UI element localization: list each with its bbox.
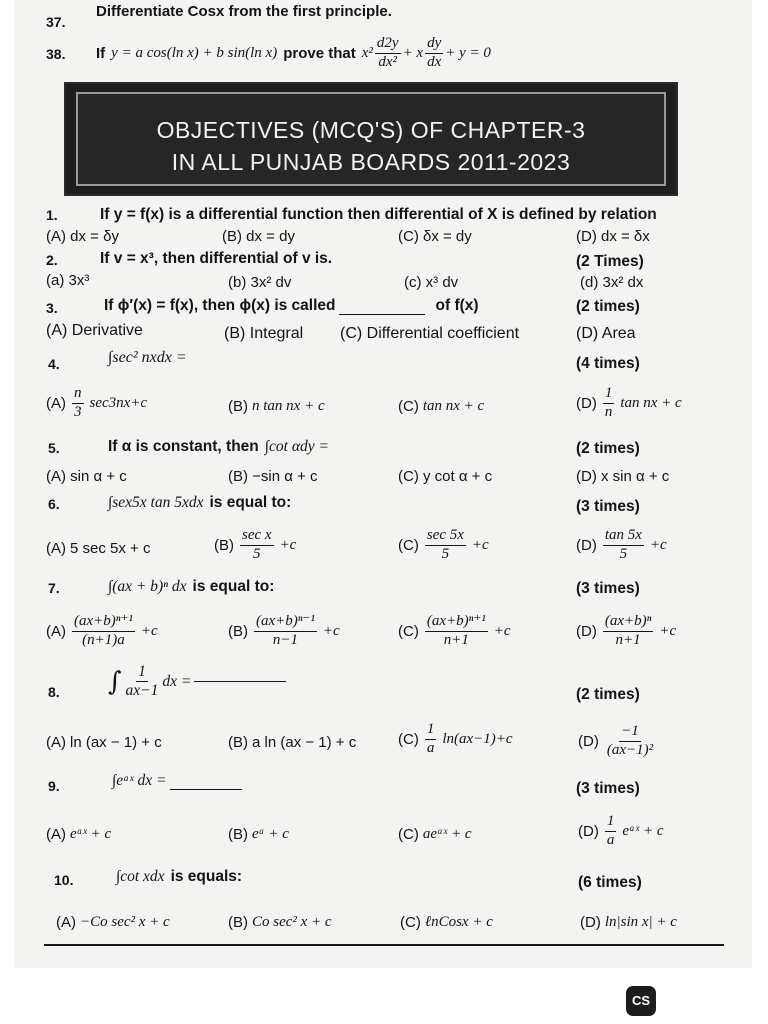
option-text: ln (ax − 1) + c: [70, 734, 162, 751]
option-label: (A): [46, 826, 66, 843]
camscanner-logo: CS: [626, 986, 656, 1016]
fraction: [425, 614, 488, 649]
option-rest: sec3nx+c: [89, 394, 148, 411]
option-label: (D): [576, 394, 597, 412]
option-text: aeᵃˣ + c: [422, 826, 472, 842]
option-a: (A) sin α + c: [46, 468, 127, 485]
option-a: (A) Derivative: [46, 322, 143, 339]
denominator: (n+1)a: [82, 631, 125, 648]
denominator: n+1: [615, 631, 641, 648]
option-b: (B) dx = dy: [222, 228, 295, 245]
option-text: eᵃ + c: [252, 826, 289, 842]
prove-text: prove that: [283, 44, 356, 62]
option-rest: +c: [279, 536, 297, 553]
option-label: (C): [398, 622, 419, 640]
fraction: [254, 614, 317, 649]
question-number: 5.: [48, 440, 60, 456]
denominator: (ax−1)²: [606, 741, 654, 758]
option-rest: tan nx + c: [620, 394, 682, 411]
numerator: (ax+b)ⁿ: [603, 614, 654, 632]
times-badge: (2 times): [576, 686, 640, 703]
banner-line-2: IN ALL PUNJAB BOARDS 2011-2023: [171, 149, 571, 175]
fraction: [603, 614, 654, 649]
fill-blank: [170, 789, 242, 790]
plus-x: + x: [402, 44, 424, 61]
option-b: (b) 3x² dv: [228, 274, 292, 291]
option-label: (A): [46, 734, 66, 751]
fraction: [425, 528, 466, 563]
option-a: (A) dx = δy: [46, 228, 119, 245]
option-b: [228, 734, 356, 751]
option-label: (C): [398, 536, 419, 554]
option-label: (B): [228, 914, 248, 931]
question-integral: ∫cot αdy =: [264, 438, 329, 455]
numerator: 1: [425, 722, 437, 740]
banner-frame: [76, 92, 666, 186]
question-integral: ∫sex5x tan 5xdx: [108, 494, 204, 511]
question-part: is equal to:: [192, 578, 275, 595]
times-badge: (4 times): [576, 355, 640, 372]
question-text: [108, 438, 329, 456]
denominator: a: [426, 739, 435, 756]
option-rest: +c: [471, 536, 489, 553]
question-text: If y = f(x) is a differential function then differential of X is defined by relation: [100, 206, 657, 223]
fraction: [124, 664, 161, 700]
fraction: [240, 528, 274, 563]
option-rest: +c: [140, 622, 158, 639]
times-badge: (3 times): [576, 498, 640, 515]
question-integral: [108, 664, 289, 700]
numerator: tan 5x: [603, 528, 644, 546]
numerator: 1: [136, 664, 148, 682]
option-rest: +c: [322, 622, 340, 639]
equation: y = a cos(ln x) + b sin(ln x): [111, 44, 278, 61]
option-label: (A): [56, 914, 76, 931]
first-derivative: [425, 36, 443, 71]
banner-title: [78, 114, 664, 178]
option-label: (B): [228, 398, 248, 415]
option-text: n tan nx + c: [252, 398, 325, 414]
option-text: ℓnCosx + c: [424, 914, 493, 930]
option-rest: +c: [493, 622, 511, 639]
option-c: [398, 398, 484, 415]
option-c: (c) x³ dv: [404, 274, 459, 291]
option-b: [228, 614, 340, 649]
option-text: eᵃˣ + c: [70, 826, 112, 842]
option-rest: +c: [649, 536, 667, 553]
option-text: tan nx + c: [422, 398, 485, 414]
denominator: ax−1: [125, 682, 159, 700]
fraction: [605, 724, 655, 759]
option-text: a ln (ax − 1) + c: [252, 734, 357, 751]
question-integral: [112, 772, 245, 790]
option-a: (a) 3x³: [46, 272, 90, 289]
question-part: ∫eᵃˣ dx =: [112, 772, 167, 789]
numerator: sec 5x: [425, 528, 466, 546]
option-d: (D) dx = δx: [576, 228, 650, 245]
option-text: 5 sec 5x + c: [70, 540, 151, 557]
times-badge: (6 times): [578, 874, 642, 891]
integral-sign: ∫: [108, 666, 122, 697]
denominator: 5: [619, 545, 628, 562]
question-part: is equal to:: [209, 494, 292, 511]
question-number: 1.: [46, 207, 58, 223]
option-a: [46, 734, 162, 751]
second-derivative: [375, 36, 401, 71]
option-c: [398, 722, 513, 757]
times-badge: (3 times): [576, 580, 640, 597]
question-number: 38.: [46, 46, 66, 62]
option-a: [46, 386, 147, 421]
denominator: n: [604, 403, 613, 420]
question-part: If ϕ′(x) = f(x), then ϕ(x) is called: [104, 297, 336, 314]
option-c: (C) y cot α + c: [398, 468, 493, 485]
fraction: [603, 528, 644, 563]
question-number: 4.: [48, 356, 60, 372]
chapter-banner: [64, 82, 678, 196]
option-b: (B) −sin α + c: [228, 468, 318, 485]
numerator: 1: [603, 386, 615, 404]
fraction: [605, 814, 617, 849]
question-text: [108, 494, 291, 512]
option-d: [576, 528, 667, 563]
question-text: [108, 578, 274, 596]
denominator: dx²: [378, 53, 398, 70]
numerator: sec x: [240, 528, 274, 546]
option-label: (D): [580, 914, 601, 931]
option-rest: ln(ax−1)+c: [442, 730, 513, 747]
option-label: (C): [398, 398, 419, 415]
denominator: dx: [427, 53, 442, 70]
option-c: [398, 614, 511, 649]
option-b: (B) Integral: [224, 325, 304, 342]
option-b: [214, 528, 296, 563]
option-c: (C) Differential coefficient: [340, 325, 520, 342]
denominator: n−1: [272, 631, 299, 648]
question-number: 37.: [46, 14, 66, 30]
x-squared: x²: [361, 44, 373, 61]
question-part: is equals:: [170, 868, 243, 885]
option-label: (B): [228, 622, 248, 640]
question-part: dx =: [162, 672, 192, 690]
denominator: 5: [253, 545, 261, 562]
question-integral: ∫(ax + b)ⁿ dx: [108, 578, 187, 595]
numerator: dy: [425, 36, 443, 54]
option-text: ln|sin x| + c: [604, 914, 677, 930]
denominator: 3: [74, 403, 82, 420]
question-integral: ∫cot xdx: [116, 868, 165, 885]
option-a: [56, 914, 170, 931]
fill-blank: [194, 681, 286, 682]
question-number: 2.: [46, 252, 58, 268]
numerator: 1: [605, 814, 617, 832]
question-number: 10.: [54, 872, 74, 888]
option-label: (D): [576, 536, 597, 554]
fraction: [425, 722, 437, 757]
equation-tail: + y = 0: [445, 44, 491, 61]
page-divider: [44, 944, 724, 946]
question-part: If α is constant, then: [108, 438, 259, 455]
option-c: [398, 826, 471, 843]
option-d: [580, 914, 677, 931]
question-number: 7.: [48, 580, 60, 596]
numerator: (ax+b)ⁿ⁻¹: [254, 614, 317, 632]
fraction: [72, 386, 84, 421]
banner-line-1: OBJECTIVES (MCQ'S) OF CHAPTER-3: [156, 117, 586, 143]
question-text: Differentiate Cosx from the first principle.: [96, 3, 392, 20]
option-d: [576, 614, 676, 649]
option-rest: +c: [659, 622, 677, 639]
option-text: −Co sec² x + c: [80, 914, 170, 930]
numerator: (ax+b)ⁿ⁺¹: [72, 614, 135, 632]
fraction: [603, 386, 615, 421]
option-a: [46, 614, 158, 649]
times-badge: (3 times): [576, 780, 640, 797]
option-label: (A): [46, 622, 66, 640]
option-label: (B): [228, 826, 248, 843]
option-label: (D): [578, 822, 599, 840]
numerator: n: [72, 386, 84, 404]
option-b: [228, 826, 289, 843]
question-text: [104, 297, 479, 315]
option-label: (B): [228, 734, 248, 751]
option-rest: eᵃˣ + c: [622, 822, 664, 839]
option-d: (d) 3x² dx: [580, 274, 644, 291]
option-label: (D): [576, 622, 597, 640]
question-text: If v = x³, then differential of v is.: [100, 250, 333, 267]
question-number: 9.: [48, 778, 60, 794]
option-text: Co sec² x + c: [252, 914, 332, 930]
question-number: 8.: [48, 684, 60, 700]
question-integral: ∫sec² nxdx =: [108, 349, 187, 366]
times-badge: (2 times): [576, 298, 640, 315]
option-d: [578, 814, 663, 849]
option-d: (D) Area: [576, 325, 636, 342]
numerator: d2y: [375, 36, 401, 54]
option-b: [228, 914, 332, 931]
option-c: (C) δx = dy: [398, 228, 472, 245]
option-label: (A): [46, 540, 66, 557]
option-label: (B): [214, 536, 234, 554]
option-label: (C): [398, 730, 419, 748]
question-text: [116, 868, 242, 886]
denominator: n+1: [443, 631, 469, 648]
option-a: [46, 540, 150, 557]
question-38: [96, 36, 491, 71]
option-label: (C): [400, 914, 421, 931]
numerator: −1: [619, 724, 641, 742]
option-label: (D): [578, 732, 599, 750]
option-label: (C): [398, 826, 419, 843]
option-d: (D) x sin α + c: [576, 468, 670, 485]
option-a: [46, 826, 111, 843]
option-d: [576, 386, 682, 421]
option-c: [400, 914, 493, 931]
denominator: a: [606, 831, 615, 848]
option-d: [578, 724, 657, 759]
differential-equation: [362, 36, 491, 71]
option-label: (A): [46, 394, 66, 412]
option-b: [228, 398, 325, 415]
question-number: 3.: [46, 300, 58, 316]
question-number: 6.: [48, 496, 60, 512]
times-badge: (2 times): [576, 440, 640, 457]
fill-blank: [339, 314, 425, 315]
denominator: 5: [441, 545, 450, 562]
option-c: [398, 528, 489, 563]
times-badge: (2 Times): [576, 253, 644, 270]
numerator: (ax+b)ⁿ⁺¹: [425, 614, 488, 632]
fraction: [72, 614, 135, 649]
question-part: of f(x): [435, 297, 479, 314]
prefix-text: If: [96, 44, 106, 62]
